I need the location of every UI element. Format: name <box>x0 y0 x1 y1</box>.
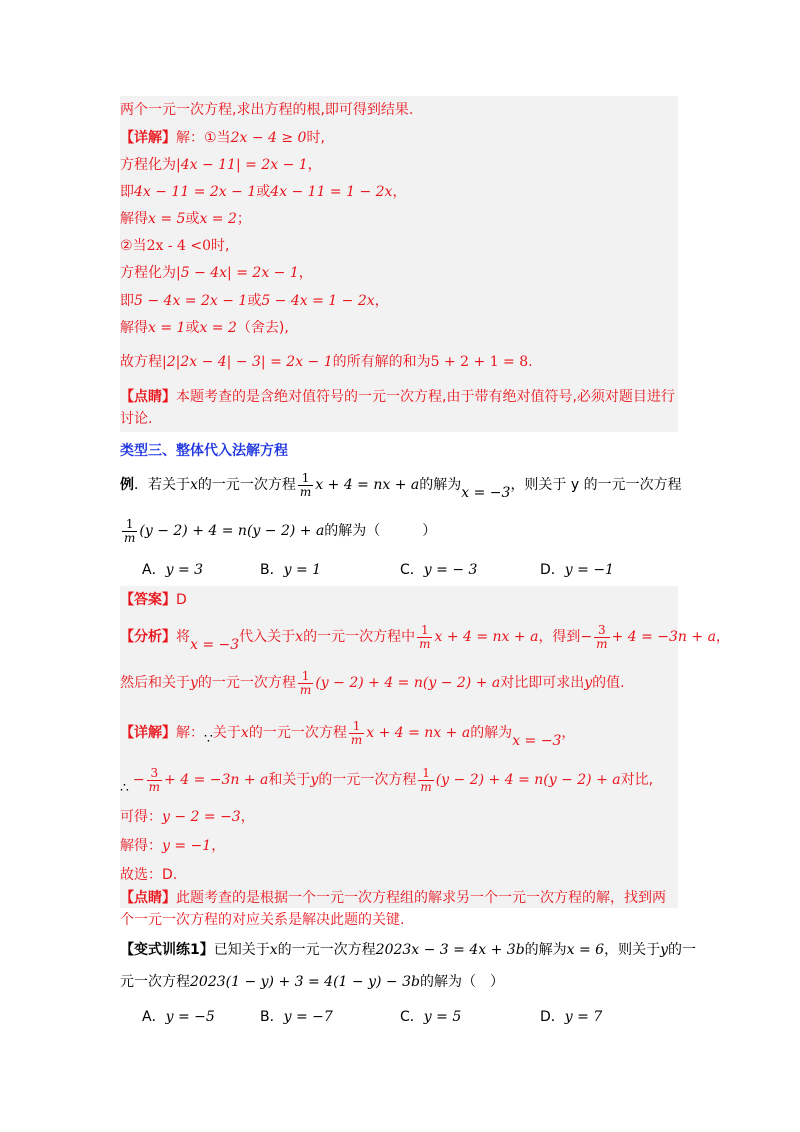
solution-line: 讨论. <box>120 411 153 427</box>
solution-line: 两个一元一次方程,求出方程的根,即可得到结果. <box>120 102 414 118</box>
analysis-tag: 【分析】 <box>120 629 176 645</box>
detail-tag: 【详解】 <box>120 130 176 146</box>
answer-tag: 【答案】 <box>120 592 176 608</box>
solution-line: 即5 − 4x = 2x − 1或5 − 4x = 1 − 2x， <box>120 293 389 309</box>
section-heading: 类型三、整体代入法解方程 <box>120 443 288 459</box>
remark-tag: 【点睛】 <box>120 890 176 906</box>
because-symbol: ∵ <box>204 731 213 747</box>
solution-line: ②当2x - 4 <0时, <box>120 238 230 254</box>
option-b[interactable]: B．y = −7 <box>260 1009 333 1025</box>
variant-question: 【变式训练1】已知关于x的一元一次方程2023x − 3 = 4x + 3b的解为x = 6，则关于y的一 <box>120 942 697 958</box>
example-label: 例 <box>120 477 134 493</box>
solution-line: 故方程|2|2x − 4| − 3| = 2x − 1的所有解的和为5 + 2 + 1 = 8. <box>120 354 533 370</box>
solution-line: 【点睛】本题考查的是含绝对值符号的一元一次方程,由于带有绝对值符号,必须对题目进行 <box>120 389 675 405</box>
solution-line: 方程化为|5 − 4x| = 2x − 1， <box>120 265 313 281</box>
option-c[interactable]: C．y = 5 <box>400 1009 462 1025</box>
fraction: $\frac{1}{m}$ <box>299 470 312 499</box>
option-d[interactable]: D．y = 7 <box>540 1009 603 1025</box>
detail-line: 可得：y − 2 = −3， <box>120 809 255 825</box>
fraction: $\frac{1}{m}$ <box>419 622 431 651</box>
detail-line: 【详解】解：∵关于x的一元一次方程 $\frac{1}{m}$ x + 4 = nx + a的解为x = −3， <box>120 718 576 749</box>
solution-line: 解得x = 1或x = 2（舍去), <box>120 320 289 336</box>
remark-line: 个一元一次方程的对应关系是解决此题的关键. <box>120 912 405 928</box>
option-a[interactable]: A．y = 3 <box>142 562 204 578</box>
example-question: 例．若关于x的一元一次方程 $\frac{1}{m}$ x + 4 = nx + a的解为x = −3，则关于 y 的一元一次方程 <box>120 470 682 501</box>
answer-line: 【答案】D <box>120 592 187 608</box>
therefore-symbol: ∴ <box>120 780 129 796</box>
fraction: $\frac{1}{m}$ <box>350 718 363 747</box>
detail-line: ∴ − $\frac{3}{m}$ + 4 = −3n + a和关于y的一元一次方程 $\frac{1}{m}$ (y − 2) + 4 = n(y − 2) + a对比, <box>120 765 654 796</box>
solution-line: 即4x − 11 = 2x − 1或4x − 11 = 1 − 2x， <box>120 184 407 200</box>
detail-line: 故选：D. <box>120 867 178 883</box>
remark-line: 【点睛】此题考查的是根据一个一元一次方程组的解求另一个一元一次方程的解，找到两 <box>120 890 666 906</box>
remark-tag: 【点睛】 <box>120 389 176 405</box>
variant-question: 元一次方程2023(1 − y) + 3 = 4(1 − y) − 3b的解为（ ） <box>120 974 504 990</box>
detail-tag: 【详解】 <box>120 725 176 741</box>
solution-line: 方程化为|4x − 11| = 2x − 1， <box>120 157 322 173</box>
option-b[interactable]: B．y = 1 <box>260 562 322 578</box>
variant-label: 【变式训练1】 <box>120 942 214 958</box>
solution-line: 解得x = 5或x = 2； <box>120 211 251 227</box>
analysis-line: 然后和关于y的一元一次方程 $\frac{1}{m}$ (y − 2) + 4 = n(y − 2) + a对比即可求出y的值. <box>120 668 625 697</box>
fraction: $\frac{1}{m}$ <box>299 668 312 697</box>
analysis-line: 【分析】将x = −3代入关于x的一元一次方程中 $\frac{1}{m}$ x + 4 = nx + a，得到− $\frac{3}{m}$ + 4 = −3n + a， <box>120 622 730 653</box>
fraction: $\frac{3}{m}$ <box>596 622 608 651</box>
detail-line: 解得：y = −1， <box>120 838 226 854</box>
option-a[interactable]: A．y = −5 <box>142 1009 215 1025</box>
fraction: $\frac{1}{m}$ <box>124 516 136 545</box>
option-c[interactable]: C．y = − 3 <box>400 562 478 578</box>
option-d[interactable]: D．y = −1 <box>540 562 614 578</box>
example-question: $\frac{1}{m}$ (y − 2) + 4 = n(y − 2) + a的解为（ ） <box>124 516 437 545</box>
fraction: $\frac{1}{m}$ <box>420 765 432 794</box>
solution-line: 【详解】解：①当2x − 4 ≥ 0时, <box>120 130 325 146</box>
fraction: $\frac{3}{m}$ <box>148 765 161 794</box>
